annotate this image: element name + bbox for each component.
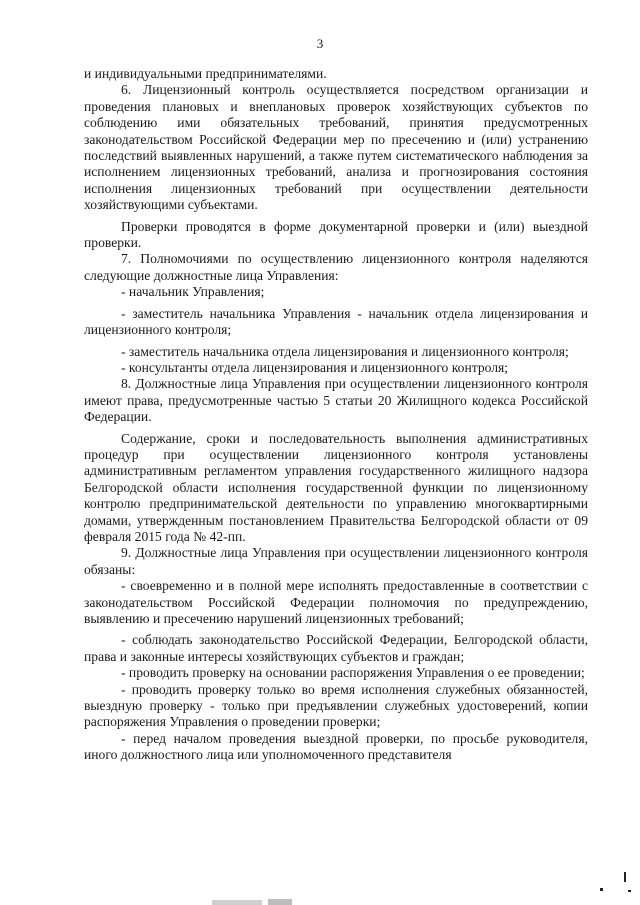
paragraph-5: 8. Должностные лица Управления при осуществлении лицензионного контроля имеют права, предусмотренные частью 5 статьи 20 Жилищного кодекса Российской Федерации. — [84, 376, 588, 425]
list-item-2: - заместитель начальника Управления - начальник отдела лицензирования и лицензионного контроля; — [84, 305, 588, 338]
list-item-4: - консультанты отдела лицензирования и лицензионного контроля; — [121, 359, 509, 375]
list-item-6: - соблюдать законодательство Российской Федерации, Белгородской области, права и законные интересы хозяйствующих субъектов и граждан; — [84, 632, 588, 664]
paragraph-7: 9. Должностные лица Управления при осуществлении лицензионного контроля обязаны: — [84, 545, 588, 577]
list-item-3: - заместитель начальника отдела лицензирования и лицензионного контроля; — [121, 343, 569, 359]
paragraph-6: Содержание, сроки и последовательность выполнения административных процедур при осуществлении лицензионного контроля установлены административным регламентом управления государственного жилищного надзора Белгородской области исполнения государственной функции по лицензионному контролю предпринимательской деятельности по управлению многоквартирными домами, утвержденным постановлением Правительства Белгородской области от 09 февраля 2015 года № 42-пп. — [84, 430, 588, 544]
paragraph-2: 6. Лицензионный контроль осуществляется посредством организации и проведения плановых и внеплановых проверок хозяйствующих субъектов по соблюдению ими обязательных требований, принятия предусмотренных законодательством Российской Федерации мер по пресечению и (или) устранению последствий выявленных нарушений, а также путем систематического наблюдения за исполнением лицензионных требований, анализа и прогнозирования состояния исполнения лицензионных требований при осуществлении деятельности хозяйствующими субъектами. — [84, 82, 588, 213]
paragraph-1: и индивидуальными предпринимателями. — [84, 66, 327, 81]
list-item-5: - своевременно и в полной мере исполнять предоставленные в соответствии с законодательством Российской Федерации полномочия по предупреждению, выявлению и пресечению нарушений лицензионных требований; — [84, 578, 588, 626]
paragraph-3: Проверки проводятся в форме документарной проверки и (или) выездной проверки. — [84, 218, 588, 251]
list-item-9: - перед началом проведения выездной проверки, по просьбе руководителя, иного должностного лица или уполномоченного представителя — [84, 730, 588, 763]
list-item-7: - проводить проверку на основании распоряжения Управления о ее проведении; — [121, 665, 585, 681]
page-number: 3 — [316, 36, 324, 51]
list-item-8: - проводить проверку только во время исполнения служебных обязанностей, выездную проверку - только при предъявлении служебных удостоверений, копии распоряжения Управления о проведении проверки; — [84, 681, 588, 730]
paragraph-4: 7. Полномочиями по осуществлению лицензионного контроля наделяются следующие должностные лица Управления: — [84, 251, 588, 283]
scan-artifact — [212, 900, 262, 905]
scan-artifact — [628, 890, 631, 892]
scan-artifact — [268, 899, 292, 905]
list-item-1: - начальник Управления; — [121, 284, 265, 300]
scan-artifact — [624, 872, 626, 882]
scan-artifact — [600, 888, 603, 891]
